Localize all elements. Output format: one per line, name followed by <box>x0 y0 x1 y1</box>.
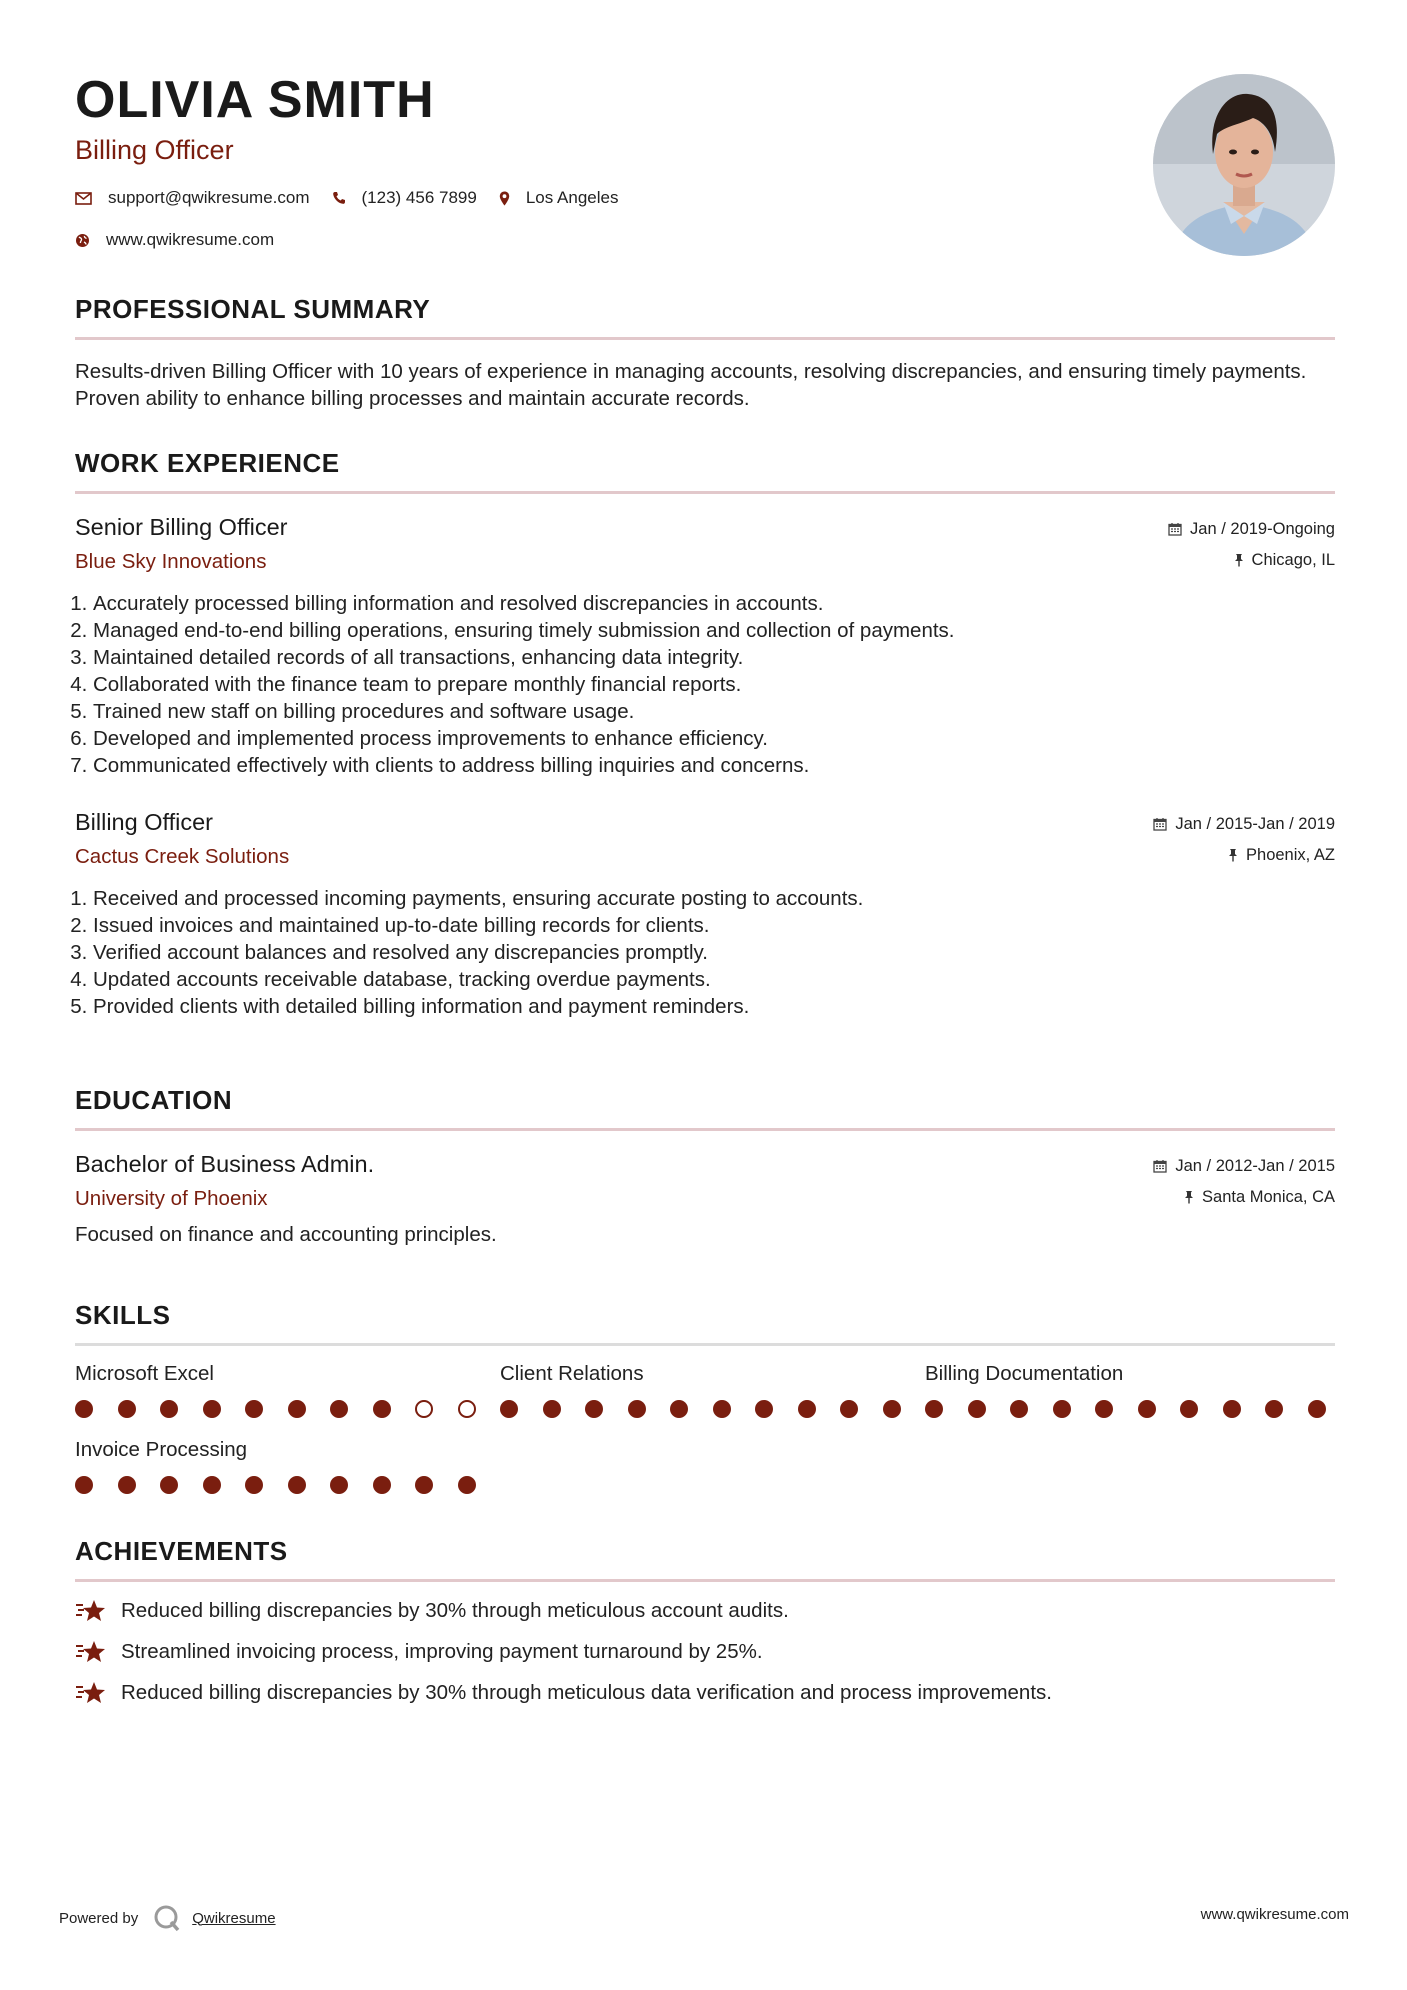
summary-section <box>75 294 1335 412</box>
education-meta <box>1153 1151 1335 1208</box>
job-location-text: Phoenix, AZ <box>1246 845 1335 864</box>
duty-item: 7. Communicated effectively with clients to address billing inquiries and concerns. <box>93 752 1335 779</box>
rating-dot-filled <box>1308 1400 1326 1418</box>
skill-item <box>75 1438 500 1494</box>
job-dates <box>1168 518 1335 540</box>
pin-icon <box>1228 848 1238 862</box>
location-text: Los Angeles <box>525 188 619 208</box>
job-title: Senior Billing Officer <box>75 514 288 540</box>
education-entry <box>75 1151 1335 1247</box>
rating-dot-filled <box>415 1476 433 1494</box>
rating-dot-filled <box>1223 1400 1241 1418</box>
avatar <box>1153 74 1335 256</box>
rating-dot-filled <box>1053 1400 1071 1418</box>
job-duties <box>75 885 1335 1020</box>
job-company: Cactus Creek Solutions <box>75 845 290 868</box>
skill-item <box>500 1362 925 1418</box>
duty-item: 1. Accurately processed billing information and resolved discrepancies in accounts. <box>93 590 1335 617</box>
contact-email[interactable] <box>75 188 310 208</box>
skill-item <box>75 1362 500 1418</box>
job-location-text: Chicago, IL <box>1251 550 1335 569</box>
duty-item: 6. Developed and implemented process improvements to enhance efficiency. <box>93 725 1335 752</box>
contact-row-web <box>75 230 1335 250</box>
job-duties <box>75 590 1335 779</box>
qwikresume-logo-icon <box>152 1903 182 1933</box>
rating-dot-filled <box>203 1476 221 1494</box>
rating-dot-filled <box>755 1400 773 1418</box>
skill-name: Client Relations <box>500 1362 644 1385</box>
rating-dot-filled <box>925 1400 943 1418</box>
rating-dot-filled <box>798 1400 816 1418</box>
duty-item: 5. Provided clients with detailed billing information and payment reminders. <box>93 993 1335 1020</box>
duty-item: 2. Managed end-to-end billing operations, ensuring timely submission and collection of payments. <box>93 617 1335 644</box>
duty-item: 4. Updated accounts receivable database, tracking overdue payments. <box>93 966 1335 993</box>
education-description: Focused on finance and accounting principles. <box>75 1223 497 1246</box>
skill-item <box>925 1362 1350 1418</box>
footer-website[interactable]: www.qwikresume.com <box>1200 1906 1349 1923</box>
achievement-item <box>75 1640 1335 1664</box>
rating-dot-filled <box>713 1400 731 1418</box>
rating-dot-filled <box>585 1400 603 1418</box>
rating-dot-filled <box>75 1476 93 1494</box>
skills-title: SKILLS <box>75 1300 171 1330</box>
job-dates-text: Jan / 2019-Ongoing <box>1190 519 1335 538</box>
experience-section <box>75 448 1335 1020</box>
rating-dot-filled <box>1138 1400 1156 1418</box>
rating-dot-filled <box>245 1400 263 1418</box>
achievements-title: ACHIEVEMENTS <box>75 1536 288 1566</box>
achievement-text: Reduced billing discrepancies by 30% through meticulous account audits. <box>121 1599 789 1622</box>
rating-dot-filled <box>373 1476 391 1494</box>
duty-item: 3. Verified account balances and resolved any discrepancies promptly. <box>93 939 1335 966</box>
education-dates-text: Jan / 2012-Jan / 2015 <box>1175 1156 1335 1175</box>
rating-dot-filled <box>840 1400 858 1418</box>
duty-item: 3. Maintained detailed records of all transactions, enhancing data integrity. <box>93 644 1335 671</box>
skill-rating <box>925 1400 1350 1418</box>
rating-dot-filled <box>1265 1400 1283 1418</box>
achievement-item <box>75 1681 1335 1705</box>
job-dates <box>1153 813 1335 835</box>
globe-icon <box>75 233 90 248</box>
email-text: support@qwikresume.com <box>108 188 310 208</box>
resume-header <box>75 72 1335 250</box>
star-icon <box>75 1599 107 1623</box>
job-entry <box>75 809 1335 1020</box>
contact-location <box>499 188 619 208</box>
map-marker-icon <box>499 191 510 206</box>
education-dates <box>1153 1155 1335 1177</box>
skill-rating <box>500 1400 925 1418</box>
rating-dot-empty <box>415 1400 433 1418</box>
education-section <box>75 1085 1335 1247</box>
skill-rating <box>75 1400 500 1418</box>
rating-dot-filled <box>203 1400 221 1418</box>
calendar-icon <box>1153 817 1167 831</box>
job-location <box>1168 549 1335 571</box>
skill-name: Invoice Processing <box>75 1438 248 1461</box>
rating-dot-filled <box>160 1400 178 1418</box>
rating-dot-filled <box>288 1400 306 1418</box>
rating-dot-filled <box>543 1400 561 1418</box>
brand-link[interactable]: Qwikresume <box>192 1909 276 1927</box>
section-divider <box>75 1579 1335 1582</box>
skills-grid <box>75 1362 1335 1514</box>
duty-item: 1. Received and processed incoming payments, ensuring accurate posting to accounts. <box>93 885 1335 912</box>
rating-dot-filled <box>118 1476 136 1494</box>
skill-name: Microsoft Excel <box>75 1362 214 1385</box>
portrait-illustration <box>1153 74 1335 256</box>
website-text: www.qwikresume.com <box>106 230 275 250</box>
rating-dot-filled <box>118 1400 136 1418</box>
achievement-text: Streamlined invoicing process, improving payment turnaround by 25%. <box>121 1640 763 1663</box>
rating-dot-filled <box>458 1476 476 1494</box>
job-dates-text: Jan / 2015-Jan / 2019 <box>1175 814 1335 833</box>
star-icon <box>75 1640 107 1664</box>
contact-phone[interactable] <box>332 188 477 208</box>
phone-icon <box>332 191 346 205</box>
rating-dot-filled <box>330 1476 348 1494</box>
powered-by-label: Powered by <box>59 1909 139 1927</box>
school: University of Phoenix <box>75 1187 268 1210</box>
rating-dot-filled <box>500 1400 518 1418</box>
experience-title: WORK EXPERIENCE <box>75 448 340 478</box>
envelope-icon <box>75 192 92 205</box>
star-icon <box>75 1681 107 1705</box>
phone-text: (123) 456 7899 <box>361 188 477 208</box>
duty-item: 5. Trained new staff on billing procedures and software usage. <box>93 698 1335 725</box>
section-divider <box>75 491 1335 494</box>
skill-name: Billing Documentation <box>925 1362 1124 1385</box>
rating-dot-filled <box>883 1400 901 1418</box>
skill-rating <box>75 1476 500 1494</box>
education-title: EDUCATION <box>75 1085 233 1115</box>
job-meta <box>1168 514 1335 571</box>
rating-dot-filled <box>1095 1400 1113 1418</box>
pin-icon <box>1234 553 1244 567</box>
rating-dot-filled <box>373 1400 391 1418</box>
job-location <box>1153 844 1335 866</box>
rating-dot-empty <box>458 1400 476 1418</box>
achievements-section <box>75 1536 1335 1705</box>
contact-row <box>75 188 1335 208</box>
candidate-role: Billing Officer <box>75 135 234 166</box>
footer-powered-by <box>59 1903 276 1933</box>
rating-dot-filled <box>1180 1400 1198 1418</box>
summary-title: PROFESSIONAL SUMMARY <box>75 294 431 324</box>
achievement-text: Reduced billing discrepancies by 30% through meticulous data verification and process improvements. <box>121 1681 1052 1704</box>
duty-item: 4. Collaborated with the finance team to prepare monthly financial reports. <box>93 671 1335 698</box>
summary-text: Results-driven Billing Officer with 10 years of experience in managing accounts, resolving discrepancies, and ensuring timely payments. Proven ability to enhance billing processes and maintain accurate records. <box>75 360 1307 410</box>
calendar-icon <box>1153 1159 1167 1173</box>
candidate-name: OLIVIA SMITH <box>75 71 435 129</box>
rating-dot-filled <box>288 1476 306 1494</box>
rating-dot-filled <box>75 1400 93 1418</box>
achievement-item <box>75 1599 1335 1623</box>
calendar-icon <box>1168 522 1182 536</box>
pin-icon <box>1184 1190 1194 1204</box>
education-location-text: Santa Monica, CA <box>1202 1187 1335 1206</box>
rating-dot-filled <box>245 1476 263 1494</box>
job-entry <box>75 514 1335 779</box>
section-divider <box>75 337 1335 340</box>
rating-dot-filled <box>330 1400 348 1418</box>
rating-dot-filled <box>968 1400 986 1418</box>
rating-dot-filled <box>670 1400 688 1418</box>
job-title: Billing Officer <box>75 809 214 835</box>
job-meta <box>1153 809 1335 866</box>
contact-website[interactable] <box>75 230 274 250</box>
job-company: Blue Sky Innovations <box>75 550 267 573</box>
section-divider <box>75 1128 1335 1131</box>
rating-dot-filled <box>1010 1400 1028 1418</box>
section-divider <box>75 1343 1335 1346</box>
duty-item: 2. Issued invoices and maintained up-to-date billing records for clients. <box>93 912 1335 939</box>
skills-section <box>75 1300 1335 1514</box>
rating-dot-filled <box>160 1476 178 1494</box>
education-location <box>1153 1186 1335 1208</box>
rating-dot-filled <box>628 1400 646 1418</box>
degree: Bachelor of Business Admin. <box>75 1151 375 1177</box>
